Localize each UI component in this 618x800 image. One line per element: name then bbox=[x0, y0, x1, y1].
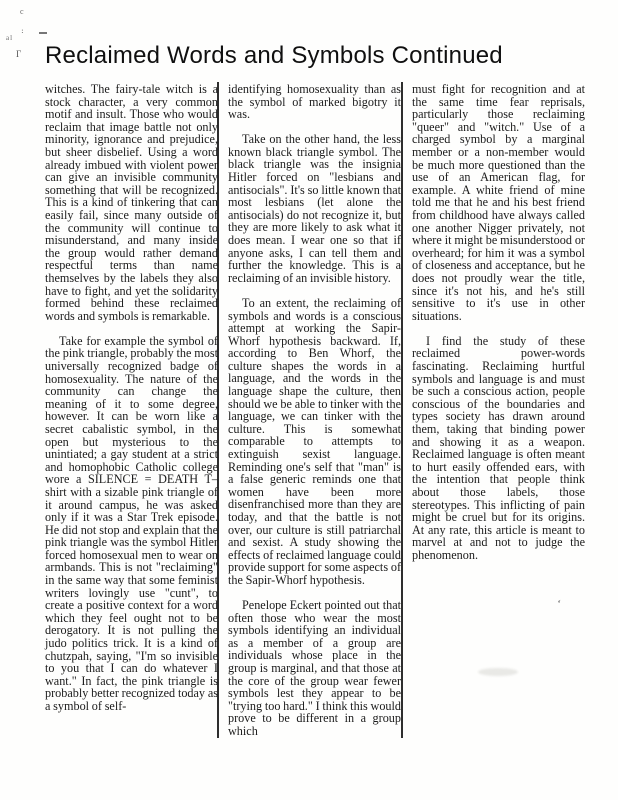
scan-artifact bbox=[39, 32, 47, 34]
scan-artifact bbox=[478, 668, 518, 676]
paragraph: Take for example the symbol of the pink triangle, probably the most universally recognized badge of homosexuality. The nature of the community can change the meaning of it to some degree, however. It can be worn like a secret cabalistic symbol, in the open but mysterious to the unintiated; a gay student at a strict and homophobic Catholic college wore a SILENCE = DEATH T–shirt with a sizable pink triangle of it around campus, he was asked only if it was a Star Trek episode. He did not stop and explain that the pink triangle was the symbol Hitler forced homosexual men to wear on armbands. This is not "reclaiming" in the same way that some feminist writers lovingly use "cunt", to create a positive context for a word which they feel ought not to be derogatory. It is not pulling the judo politics trick. It is a kind of chutzpah, saying, "I'm so invisible to you that I can do whatever I want." In fact, the pink triangle is probably better recognized today as a symbol of self- bbox=[45, 333, 218, 713]
paragraph: must fight for recognition and at the same time fear reprisals, particularly those reclaiming "queer" and "witch." Use of a charged symbol by a marginal member or a non-member would be much more questioned than the use of an American flag, for example. A white friend of mine told me that he and his best friend from childhood have always called one another Nigger privately, not where it might be misunderstood or overheard; for him it was a symbol of closeness and acceptance, but he does not proudly wear the title, since it's not his, and he's still sensitive to it's use in other situations. bbox=[412, 82, 585, 323]
text-column-2 bbox=[228, 83, 401, 750]
paragraph: To an extent, the reclaiming of symbols and words is a conscious attempt at working the Sapir-Whorf hypothesis backward. If, according to Ben Whorf, the culture shapes the words in a language, and the words in the language shape the culture, then should we be able to tinker with the language, we can tinker with the culture. This is somewhat comparable to attempts to extinguish sexist language. Reminding one's self that "man" is a false generic reminds one that women have been more disenfranchised more than they are today, and that the battle is not over, our culture is still patriarchal and sexist. A study showing the effects of reclaimed language could provide support for some aspects of the Sapir-Whorf hypothesis. bbox=[228, 295, 401, 587]
paragraph: I find the study of these reclaimed power-words fascinating. Reclaiming hurtful symbols and language is and must be such a conscious action, people conscious of the boundaries and types society has drawn around them, taking that binding power and showing it as a weapon. Reclaimed language is often meant to hurt easily offended ears, with the intention that people think about those labels, those stereotypes. This inflicting of pain might be cruel but for its origins. At any rate, this article is meant to marvel at and not to judge the phenomenon. bbox=[412, 333, 585, 562]
page-title: Reclaimed Words and Symbols Continued bbox=[45, 42, 503, 69]
column-divider bbox=[401, 82, 403, 738]
scan-artifact: Γ bbox=[16, 49, 22, 59]
scan-artifact: c bbox=[20, 7, 24, 16]
text-column-3 bbox=[412, 83, 585, 574]
paragraph: witches. The fairy-tale witch is a stock character, a very common motif and insult. Those who would reclaim that image battle not only minority, ignorance and prejudice, but sheer disbelief. Using a word already imbued with violent power can give an invisible community something that will be recognized. This is a kind of tinkering that can easily fail, since many outside of the community will continue to misunderstand, and many inside the group would rather demand respectful terms than name themselves by the labels they also have to fight, and yet the solidarity formed behind these reclaimed words and symbols is remarkable. bbox=[45, 82, 218, 323]
paragraph: Penelope Eckert pointed out that often those who wear the most symbols identifying an individual as a member of a group are individuals whose place in the group is marginal, and that those at the core of the group wear fewer symbols lest they appear to be "trying too hard." I think this would prove to be different in a group which bbox=[228, 598, 402, 738]
scan-artifact: ։ bbox=[21, 26, 24, 35]
paragraph: Take on the other hand, the less known black triangle symbol. The black triangle was the insignia Hitler forced on "lesbians and antisocials". It's so little known that most lesbians (let alone the antisocials) do not recognize it, but they are more likely to ask what it does mean. I wear one so that if anyone asks, I can tell them and further the knowledge. This is a reclaiming of an invisible history. bbox=[228, 132, 401, 285]
scan-artifact: al bbox=[6, 34, 14, 42]
paragraph: identifying homosexuality than as the symbol of marked bigotry it was. bbox=[228, 82, 401, 122]
scan-artifact: ʻ bbox=[556, 597, 562, 611]
text-column-1 bbox=[45, 83, 218, 725]
